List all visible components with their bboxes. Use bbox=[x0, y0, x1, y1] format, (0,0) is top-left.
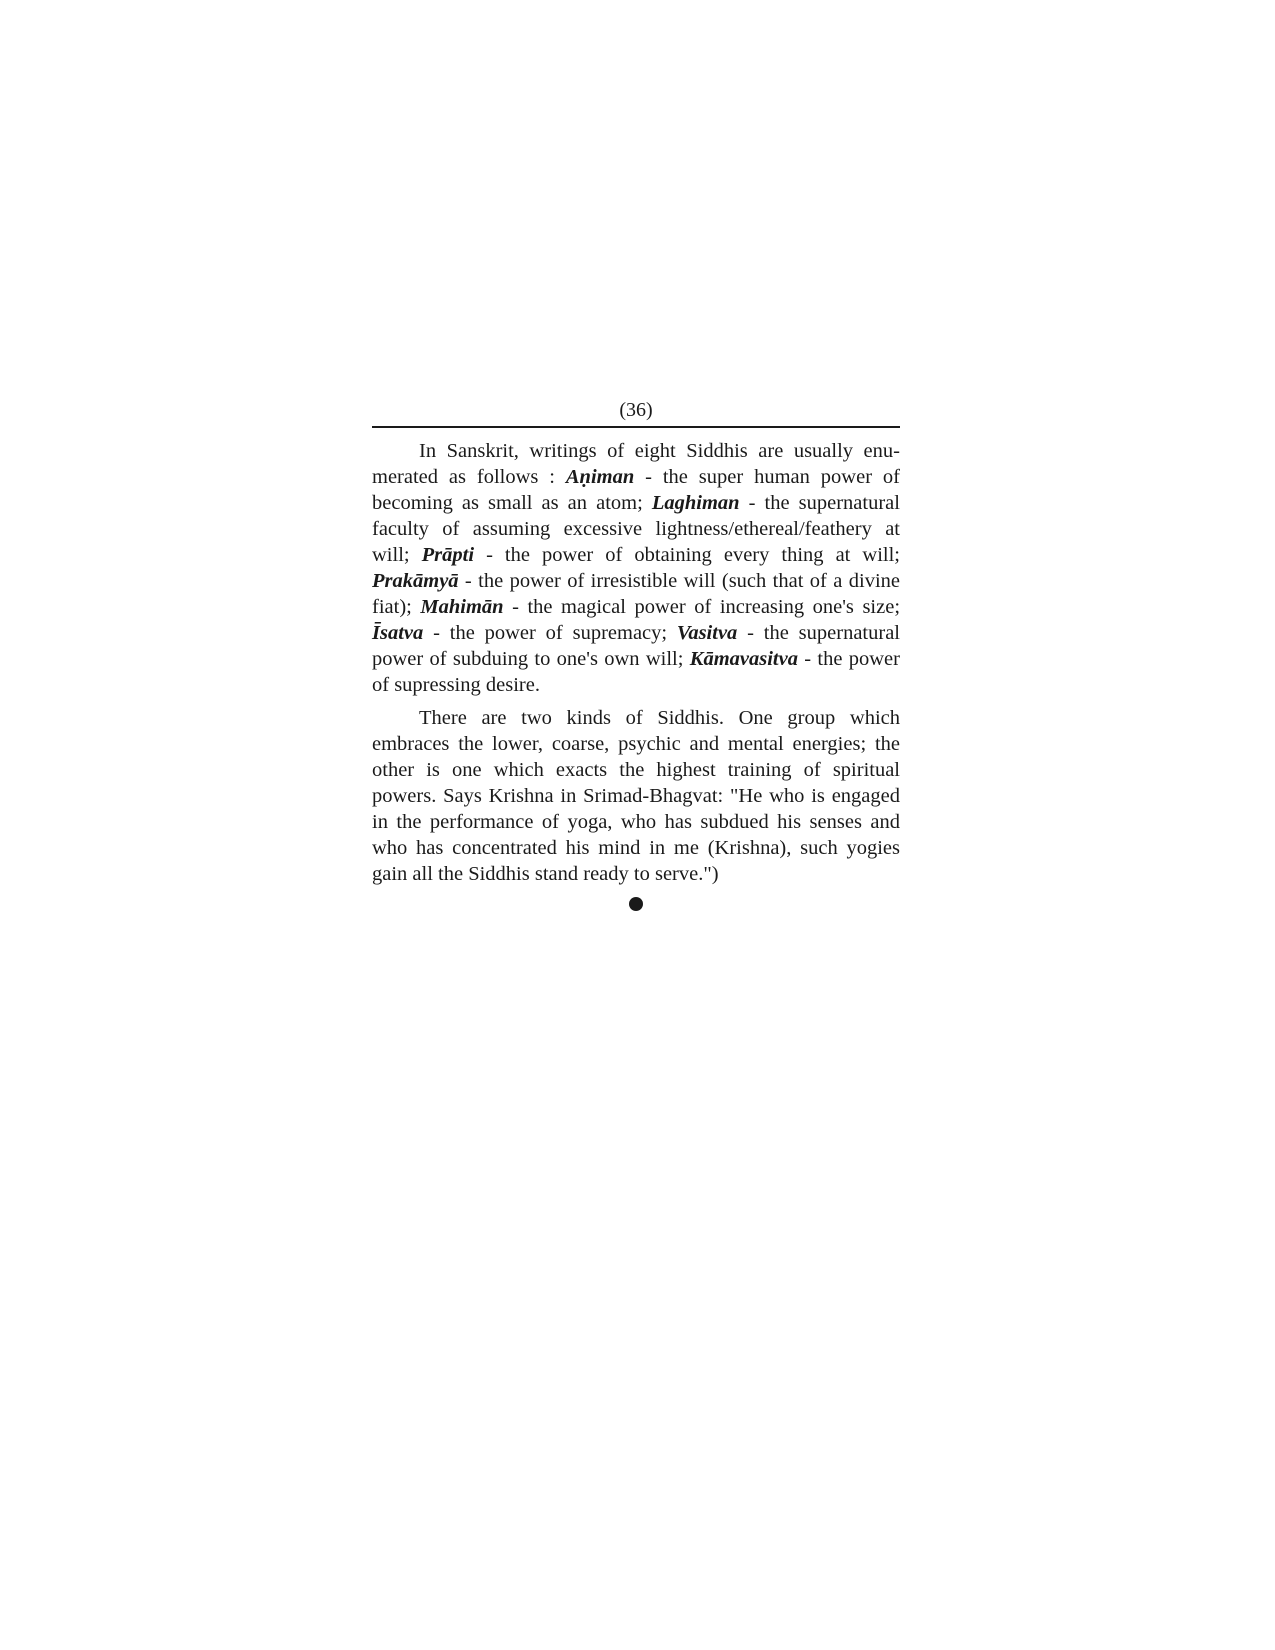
paragraph-segment: - the supernatural power of subduing to one's own will; bbox=[372, 622, 900, 670]
paragraph-segment: - the supernatural faculty of assuming excessive lightness/ethereal/feathery at will; bbox=[372, 492, 900, 566]
term-prapti: Prāpti bbox=[421, 544, 475, 566]
paragraph-two-kinds bbox=[372, 705, 900, 887]
paragraph-segment: - the power of supremacy; bbox=[423, 622, 677, 644]
paragraph-siddhis-list bbox=[372, 438, 900, 698]
header-rule bbox=[372, 426, 900, 428]
section-end-bullet-icon bbox=[629, 897, 643, 911]
term-laghiman: Laghiman bbox=[651, 492, 740, 514]
term-kamavasitva: Kāmavasitva bbox=[689, 648, 798, 670]
term-isatva: Īsatva bbox=[372, 622, 424, 644]
page-number: (36) bbox=[619, 399, 653, 421]
term-animan: Aṇiman bbox=[565, 466, 635, 488]
paragraph-segment: - the super human power of becoming as small as an atom; bbox=[372, 466, 900, 514]
paragraph-segment: In Sanskrit, writings of eight Siddhis are usually enumerated as follows : bbox=[372, 440, 900, 488]
term-prakamya: Prakāmyā bbox=[372, 570, 459, 592]
page-text-block bbox=[372, 398, 900, 911]
paragraph-segment: - the power of irresistible will (such that of a divine fiat); bbox=[372, 570, 900, 618]
paragraph-segment: - the magical power of increasing one's size; bbox=[503, 596, 901, 618]
paragraph-segment: - the power of supressing desire. bbox=[372, 648, 900, 696]
term-vasitva: Vasitva bbox=[676, 622, 738, 644]
paragraph-segment: - the power of obtaining every thing at will; bbox=[474, 544, 900, 566]
term-mahiman: Mahimān bbox=[420, 596, 504, 618]
paragraph-segment: There are two kinds of Siddhis. One group which embraces the lower, coarse, psychic and mental energies; the other is one which exacts the highest training of spiritual powers. Says Krishna in Srimad-Bhagvat: "He who is engaged in the performance of yoga, who has subdued his senses and who has concentrated his mind in me (Krishna), such yogies gain all the Siddhis stand ready to serve.") bbox=[372, 707, 900, 885]
